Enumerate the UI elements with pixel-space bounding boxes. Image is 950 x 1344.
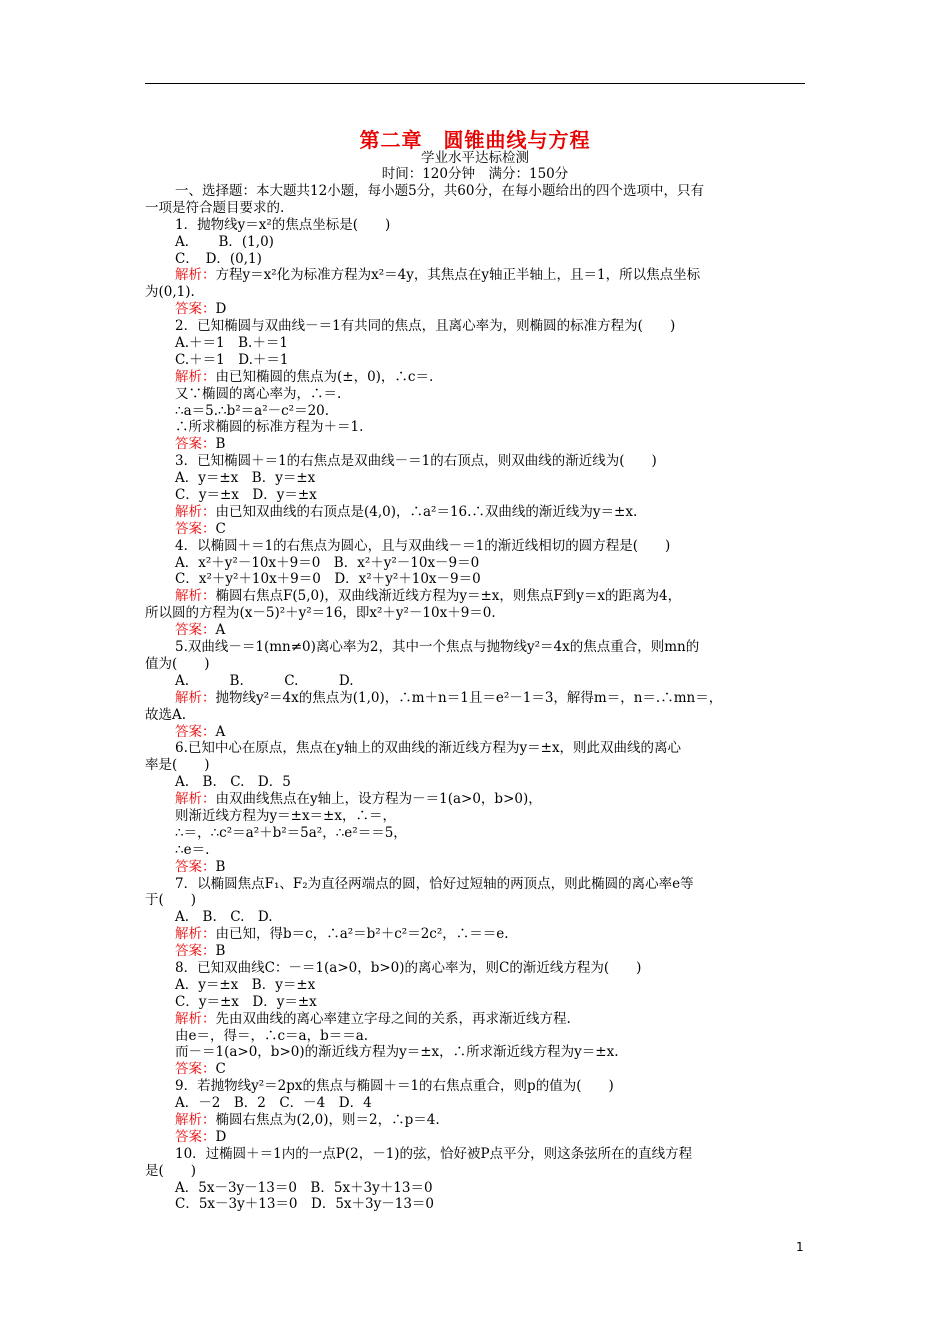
line-text: 而－＝1(a>0，b>0)的渐近线方程为y＝±x，∴所求渐近线方程为y＝±x. xyxy=(175,1044,619,1061)
line-text: ∴e＝. xyxy=(175,841,210,858)
text-line xyxy=(145,1196,807,1213)
line-text: 由双曲线焦点在y轴上，设方程为－＝1(a>0，b>0)， xyxy=(215,791,542,808)
line-text: 由已知，得b＝c，∴a²＝b²＋c²＝2c²，∴＝＝e. xyxy=(215,926,509,943)
line-text: 8．已知双曲线C：－＝1(a>0，b>0)的离心率为，则C的渐近线方程为( ) xyxy=(175,959,642,976)
analysis-label: 解析： xyxy=(175,791,216,808)
line-text: B xyxy=(215,943,226,960)
line-text: A. B. C. D. xyxy=(175,672,354,689)
analysis-label: 解析： xyxy=(175,1111,216,1128)
answer-label: 答案： xyxy=(175,520,216,537)
text-line xyxy=(145,1095,807,1112)
line-text: 5.双曲线－＝1(mn≠0)离心率为2，其中一个焦点与抛物线y²＝4x的焦点重合，则mn的 xyxy=(175,639,700,656)
text-line xyxy=(145,487,807,504)
line-text: 由已知椭圆的焦点为(±，0)，∴c＝. xyxy=(215,368,434,385)
answer-label: 答案： xyxy=(175,1061,216,1078)
text-line xyxy=(145,909,807,926)
line-text: B xyxy=(215,436,226,453)
answer-label: 答案： xyxy=(175,858,216,875)
text-line xyxy=(145,740,807,757)
text-line xyxy=(145,284,807,301)
text-line xyxy=(145,1078,807,1095)
text-line xyxy=(145,1112,807,1129)
text-line xyxy=(145,622,807,639)
line-text: A．－2 B．2 C．－4 D．4 xyxy=(175,1095,372,1112)
text-line xyxy=(145,774,807,791)
line-text: A．x²＋y²－10x＋9＝0 B．x²＋y²－10x－9＝0 xyxy=(175,554,480,571)
line-text: C.＋＝1 D.＋＝1 xyxy=(175,351,289,368)
text-line xyxy=(145,605,807,622)
text-line xyxy=(145,724,807,741)
text-line xyxy=(145,994,807,1011)
line-text: C xyxy=(215,1061,226,1078)
text-line xyxy=(145,200,807,217)
text-line xyxy=(145,436,807,453)
analysis-label: 解析： xyxy=(175,588,216,605)
test-meta: 时间：120分钟 满分：150分 xyxy=(381,166,569,182)
chapter-title: 第二章 圆锥曲线与方程 xyxy=(359,128,591,152)
line-text: 是( ) xyxy=(145,1162,197,1179)
line-text: 则渐近线方程为y＝±x＝±x，∴＝， xyxy=(175,807,396,824)
analysis-label: 解析： xyxy=(175,1010,216,1027)
test-subtitle: 学业水平达标检测 xyxy=(421,150,529,166)
line-text: 抛物线y²＝4x的焦点为(1,0)，∴m＋n＝1且＝e²－1＝3，解得m＝，n＝.∴mn＝， xyxy=(215,689,723,706)
analysis-label: 解析： xyxy=(175,368,216,385)
line-text: C xyxy=(215,520,226,537)
line-text: C．x²＋y²＋10x＋9＝0 D．x²＋y²＋10x－9＝0 xyxy=(175,571,481,588)
line-text: 方程y＝x²化为标准方程为x²＝4y，其焦点在y轴正半轴上，且＝1，所以焦点坐标 xyxy=(215,267,701,284)
text-line xyxy=(145,386,807,403)
text-line xyxy=(145,588,807,605)
line-text: 又∵椭圆的离心率为，∴＝. xyxy=(175,385,342,402)
line-text: ∴所求椭圆的标准方程为＋＝1. xyxy=(175,419,364,436)
text-line xyxy=(145,251,807,268)
line-text: A. B. C. D. xyxy=(175,909,273,926)
answer-label: 答案： xyxy=(175,943,216,960)
text-line xyxy=(145,1180,807,1197)
line-text: A xyxy=(215,622,226,639)
text-line xyxy=(145,369,807,386)
line-text: A．y＝±x B．y＝±x xyxy=(175,976,316,993)
line-text: 一、选择题：本大题共12小题，每小题5分，共60分，在每小题给出的四个选项中，只有 xyxy=(175,183,704,199)
line-text: 由已知双曲线的右顶点是(4,0)，∴a²＝16.∴双曲线的渐近线为y＝±x. xyxy=(215,503,638,520)
line-text: 为(0,1). xyxy=(145,284,195,301)
line-text: A．y＝±x B．y＝±x xyxy=(175,470,316,487)
line-text: A. B. C. D．5 xyxy=(175,774,291,791)
text-line xyxy=(145,419,807,436)
text-line xyxy=(145,1129,807,1146)
text-line xyxy=(145,673,807,690)
text-line xyxy=(145,504,807,521)
text-line xyxy=(145,825,807,842)
text-line xyxy=(145,538,807,555)
analysis-label: 解析： xyxy=(175,503,216,520)
text-line xyxy=(145,403,807,420)
text-line xyxy=(145,234,807,251)
line-text: 9．若抛物线y²＝2px的焦点与椭圆＋＝1的右焦点重合，则p的值为( ) xyxy=(175,1078,614,1095)
text-line xyxy=(145,876,807,893)
line-text: 1．抛物线y＝x²的焦点坐标是( ) xyxy=(175,216,391,233)
line-text: 一项是符合题目要求的. xyxy=(145,199,285,216)
text-line xyxy=(145,842,807,859)
line-text: A． B．(1,0) xyxy=(175,233,274,250)
line-text: A．5x－3y－13＝0 B．5x＋3y＋13＝0 xyxy=(175,1179,433,1196)
text-line xyxy=(145,1146,807,1163)
header-rule xyxy=(145,83,805,84)
line-text: 3．已知椭圆＋＝1的右焦点是双曲线－＝1的右顶点，则双曲线的渐近线为( ) xyxy=(175,453,657,470)
text-line xyxy=(145,335,807,352)
text-line xyxy=(145,960,807,977)
text-line xyxy=(145,656,807,673)
text-line xyxy=(145,926,807,943)
question-body xyxy=(145,183,807,1213)
line-text: B xyxy=(215,858,226,875)
text-line xyxy=(145,183,807,200)
line-text: ∴a＝5.∴b²＝a²－c²＝20. xyxy=(175,402,330,419)
text-line xyxy=(145,859,807,876)
text-line xyxy=(145,352,807,369)
text-line xyxy=(145,217,807,234)
line-text: 于( ) xyxy=(145,892,197,909)
line-text: 2．已知椭圆与双曲线－＝1有共同的焦点，且离心率为，则椭圆的标准方程为( ) xyxy=(175,318,676,335)
text-line xyxy=(145,639,807,656)
line-text: A xyxy=(215,723,226,740)
text-line xyxy=(145,470,807,487)
line-text: 椭圆右焦点F(5,0)，双曲线渐近线方程为y＝±x，则焦点F到y＝x的距离为4， xyxy=(215,588,682,605)
text-line xyxy=(145,757,807,774)
text-line xyxy=(145,571,807,588)
text-line xyxy=(145,318,807,335)
analysis-label: 解析： xyxy=(175,267,216,284)
line-text: 故选A. xyxy=(145,706,187,723)
text-line xyxy=(145,1044,807,1061)
answer-label: 答案： xyxy=(175,622,216,639)
text-line xyxy=(145,943,807,960)
text-line xyxy=(145,977,807,994)
answer-label: 答案： xyxy=(175,1128,216,1145)
line-text: 6.已知中心在原点，焦点在y轴上的双曲线的渐近线方程为y＝±x，则此双曲线的离心 xyxy=(175,740,682,757)
line-text: C． D．(0,1) xyxy=(175,250,262,267)
text-line xyxy=(145,892,807,909)
line-text: 由e＝，得＝，∴c＝a，b＝＝a. xyxy=(175,1027,369,1044)
text-line xyxy=(145,555,807,572)
text-line xyxy=(145,521,807,538)
text-line xyxy=(145,301,807,318)
line-text: C．5x－3y＋13＝0 D．5x＋3y－13＝0 xyxy=(175,1196,435,1213)
line-text: 4．以椭圆＋＝1的右焦点为圆心，且与双曲线－＝1的渐近线相切的圆方程是( ) xyxy=(175,537,671,554)
line-text: D xyxy=(215,301,227,318)
line-text: ∴＝，∴c²＝a²＋b²＝5a²，∴e²＝＝5， xyxy=(175,824,407,841)
answer-label: 答案： xyxy=(175,436,216,453)
text-line xyxy=(145,1011,807,1028)
line-text: 10．过椭圆＋＝1内的一点P(2，－1)的弦，恰好被P点平分，则这条弦所在的直线方程 xyxy=(175,1145,693,1162)
text-line xyxy=(145,267,807,284)
text-line xyxy=(145,707,807,724)
text-line xyxy=(145,690,807,707)
line-text: 椭圆右焦点为(2,0)，则＝2，∴p＝4. xyxy=(215,1111,440,1128)
line-text: C．y＝±x D．y＝±x xyxy=(175,993,317,1010)
text-line xyxy=(145,1163,807,1180)
line-text: A.＋＝1 B.＋＝1 xyxy=(175,335,288,352)
text-line xyxy=(145,1061,807,1078)
line-text: C．y＝±x D．y＝±x xyxy=(175,487,317,504)
line-text: 所以圆的方程为(x－5)²＋y²＝16，即x²＋y²－10x＋9＝0. xyxy=(145,605,496,622)
page-number: 1 xyxy=(796,1240,804,1254)
text-line xyxy=(145,1028,807,1045)
line-text: D xyxy=(215,1128,227,1145)
line-text: 率是( ) xyxy=(145,757,210,774)
line-text: 7．以椭圆焦点F₁、F₂为直径两端点的圆，恰好过短轴的两顶点，则此椭圆的离心率e等 xyxy=(175,875,694,892)
line-text: 先由双曲线的离心率建立字母之间的关系，再求渐近线方程. xyxy=(215,1010,571,1027)
answer-label: 答案： xyxy=(175,723,216,740)
analysis-label: 解析： xyxy=(175,926,216,943)
text-line xyxy=(145,808,807,825)
answer-label: 答案： xyxy=(175,301,216,318)
analysis-label: 解析： xyxy=(175,689,216,706)
line-text: 值为( ) xyxy=(145,655,210,672)
text-line xyxy=(145,453,807,470)
text-line xyxy=(145,791,807,808)
